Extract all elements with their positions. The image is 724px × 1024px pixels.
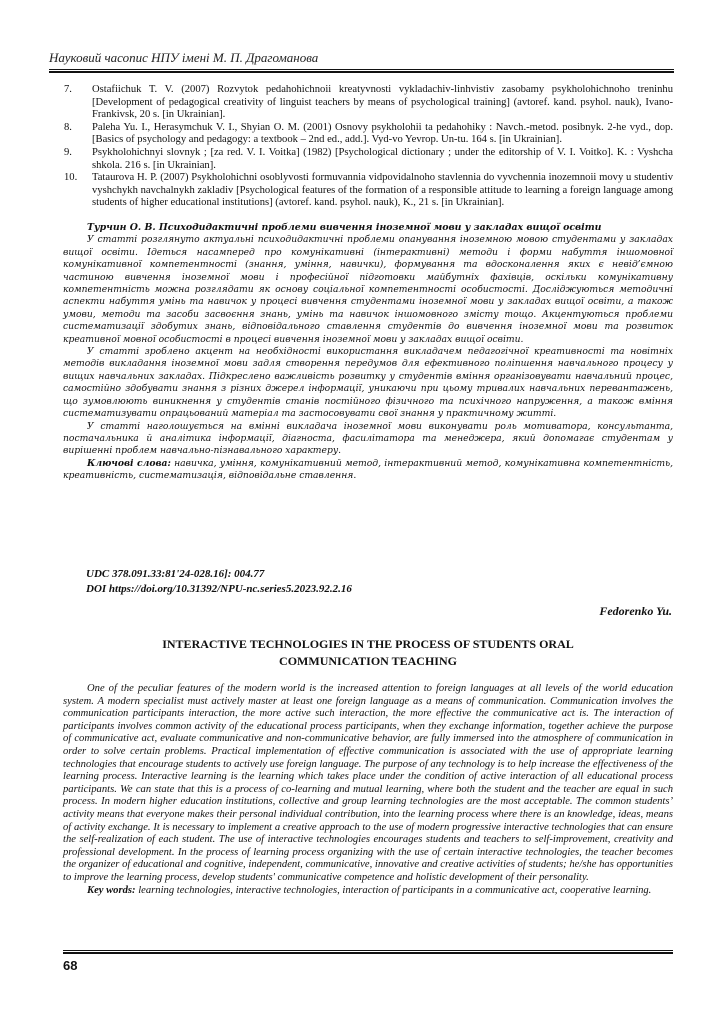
reference-number: 9. [64,146,72,158]
running-header: Науковий часопис НПУ імені М. П. Драгоманова [49,50,319,65]
reference-text: Tataurova H. P. (2007) Psykholohichni osoblyvosti formuvannia vidpovidalnoho stavlennia do vyvchennia inozemnoii movy u studentiv vyshchykh navchalnykh zakladiv [Psychological features of the formation of a responsible attitude to learning a foreign language among students of higher educational institutions] (avtoref. kand. psyhol. nauk), K., 21 s. [in Ukrainian]. [92,172,673,209]
reference-text: Ostafiichuk T. V. (2007) Rozvytok pedahohichnoii kreatyvnosti vykladachiv-linhvistiv zasobamy psykholohichnoho treninhu [Development of pedagogical creativity of linguist teachers by means of psychological training] (avtoref. kand. psyhol. nauk), Ivano-Frankivsk, 20 s. [in Ukrainian]. [92,84,673,121]
reference-item [64,84,673,122]
page-number: 68 [63,958,78,973]
author-name: Fedorenko Yu. [599,604,672,618]
header-divider [49,69,674,73]
keywords-paragraph [63,885,673,898]
article-metadata [86,567,352,597]
reference-text: Psykholohichnyi slovnyk ; [za red. V. I. Voitka] (1982) [Psychological dictionary ; under the editorship of V. I. Voitko]. K. : Vyshcha shkola. 216 s. [in Ukrainian]. [92,146,673,171]
abstract-paragraph: У статті наголошується на вмінні викладача іноземної мови виконувати роль мотиватора, консультанта, постачальника й аналітика інформації, діагноста, фасилітатора та менеджера, який допомагає студентам у вирішенні проблем навчально-пізнавального характеру. [63,420,673,457]
abstract-paragraph: One of the peculiar features of the modern world is the increased attention to foreign languages at all levels of the world education system. A modern specialist must actively master at least one foreign language as a means of communication. Communication involves the communication participants interaction, the more active such interaction, the more effective the communicative act is. The interaction of participants involves common activity of the educational process participants, when they exchange information, together achieve the purpose of communicative act, evaluate communicative and non-communicative behavior, are fully immersed into the atmosphere of communication in order to solve certain problems. Practical implementation of effective communication is associated with the use of appropriate learning technologies that encourage students to actively use foreign language. The purpose of any technology is to help increase the effectiveness of the learning process. Interactive learning is the learning which takes place under the condition of active interaction of all educational process participants. We can state that this is a process of co-learning and mutual learning, where both the student and the teacher are equal in such process. In modern higher education institutions, collective and group learning technologies are the most acceptable. The common students’ activity means that everyone makes their personal individual contribution, into the learning process where there is an knowledge, ideas, means of activity exchange. It is necessary to implement a creative approach to the use of modern progressive interactive technologies that can ensure the self-realization of each student. The use of interactive technologies encourages students and teachers to self-improvement, creativity and professional development. In the process of learning process organizing with the use of certain interactive technologies, the teacher becomes the organizer of educational and cognitive, independent, communicative, innovative and creative activities of students; he/she has opportunities to improve the learning process, develop students' communicative competence and holistic development of their personality. [63,683,673,883]
article-title-line: COMMUNICATION TEACHING [279,654,457,668]
ukrainian-abstract-title: Турчин О. В. Психодидактичні проблеми вивчення іноземної мови у закладах вищої освіти [87,222,602,233]
doi-link[interactable]: DOI https://doi.org/10.31392/NPU-nc.series5.2023.92.2.16 [86,583,352,595]
reference-text: Paleha Yu. I., Herasymchuk V. I., Shyian O. M. (2001) Osnovy psykholohii ta pedahohiky : Navch.-metod. posibnyk. 2-he vyd., dop. [Basics of psychology and pedagogy: a textbook – 2nd ed., add.]. Vyd-vo Yevrop. Un-tu. 164 s. [in Ukrainian]. [92,121,673,146]
reference-number: 7. [64,84,72,95]
reference-item [64,147,673,172]
reference-list [64,84,673,210]
keywords-label: Ключові слова: [87,457,171,469]
udc-code: UDC 378.091.33:81'24-028.16]: 004.77 [86,568,265,580]
article-title [63,636,673,670]
abstract-paragraph: У статті зроблено акцент на необхідності використання викладачем педагогічної креативності та новітніх методів викладання іноземної мови задля створення передумов для ефективного поліпшення навчального процесу у вищих навчальних закладах. Підкреслено важливість розвитку у студентів вміння організовувати навчальний процес, самостійно здобувати знання з різних джерел інформації, уникаючи при цьому тривалих навчальних перевантажень, що зумовлюють виникнення у студентів станів постійного фізичного та психічного напруження, а також вміння систематизувати опрацьований матеріал та застосовувати свої знання у практичному житті. [63,346,673,420]
keywords-label: Key words: [87,884,136,896]
abstract-paragraph: У статті розглянуто актуальні психодидактичні проблеми опанування іноземною мовою студентами у закладах вищої освіти. Ідеться насамперед про комунікативні (інтерактивні) методи і форми набуття іншомовної комунікативної компетентності (знання, уміння, навички), формування та вдосконалення яких є невід’ємною частиною вивчення іноземної мови і професійної підготовки майбутніх фахівців, оскільки комунікативну компетентність можна розглядати як основу соціальної компетентності особистості. Досліджуються методичні аспекти набуття умінь та навичок у процесі вивчення студентами іноземної мови у закладах вищої освіти, а також умови, методи та засоби засвоєння знань, умінь та навичок іншомовного змісту тощо. Акцентуються проблеми систематизації здобутих знань, відповідального ставлення студентів до вивчення іноземної мови та розвиток креативної мовної особистості в процесі вивчення іноземної мови у закладах вищої освіти. [63,234,673,345]
keywords-text: навичка, уміння, комунікативний метод, інтерактивний метод, комунікативна компетентність, креативність, систематизація, відповідальне ставлення. [63,457,673,482]
reference-item [64,172,673,210]
article-title-line: INTERACTIVE TECHNOLOGIES IN THE PROCESS OF STUDENTS ORAL [162,637,574,651]
reference-number: 10. [64,172,78,184]
english-abstract [63,683,673,897]
reference-item [64,122,673,147]
ukrainian-abstract [63,222,673,483]
keywords-text: learning technologies, interactive technologies, interaction of participants in a communicative act, cooperative learning. [135,884,652,896]
reference-number: 8. [64,121,72,133]
keywords-paragraph [63,458,673,483]
footer-divider [63,950,673,954]
